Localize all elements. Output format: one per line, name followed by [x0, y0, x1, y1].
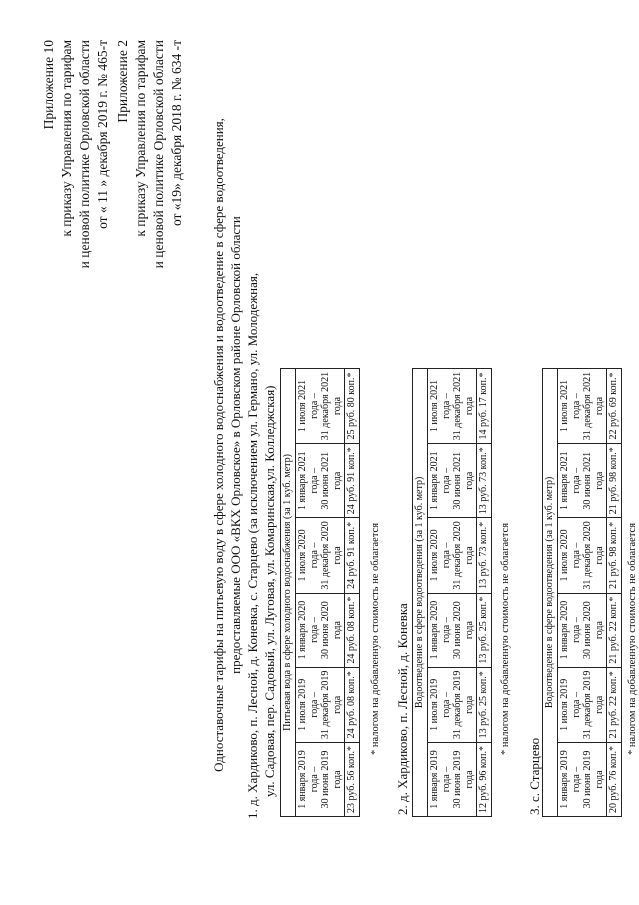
period-header-line: 1 июля 2020 — [297, 529, 308, 582]
period-header-line: 1 января 2021 — [559, 451, 570, 510]
period-header-line: года — [331, 471, 343, 490]
period-header-cell — [558, 368, 607, 443]
period-header-line: года – — [308, 617, 320, 643]
period-header-line: 31 декабря 2019 — [582, 670, 593, 739]
period-header-line: года – — [570, 393, 582, 419]
period-header-line: года – — [440, 393, 452, 419]
period-header-line: года – — [440, 542, 452, 569]
period-header-line: года — [463, 621, 475, 640]
document-title — [210, 95, 244, 795]
period-header-cell — [296, 368, 345, 443]
period-header-line: 30 июня 2020 — [452, 601, 463, 659]
section-1-vat-note: * налогом на добавленную стоимость не облагается — [370, 522, 381, 755]
period-header-line: 31 декабря 2020 — [582, 521, 593, 590]
period-header-cell — [428, 518, 477, 593]
period-header-line: 1 июля 2020 — [559, 529, 570, 582]
appendix-header — [40, 40, 186, 268]
period-header-line: года — [593, 396, 605, 416]
tariff-value-cell: 20 руб. 76 коп.* — [607, 742, 622, 816]
period-header-line: года – — [570, 766, 582, 793]
appendix-number-2: Приложение 2 — [115, 40, 130, 123]
title-line-1: Одноставочные тарифы на питьевую воду в сфере холодного водоснабжения и водоотведение в сфере водоотведения, — [211, 118, 226, 772]
period-header-line: года — [331, 396, 343, 416]
period-header-cell — [428, 742, 477, 816]
period-header-line: года — [463, 770, 475, 789]
section-3-vat-note: * налогом на добавленную стоимость не облагается — [627, 522, 638, 755]
period-header-line: года – — [440, 617, 452, 643]
period-header-cell — [296, 518, 345, 593]
period-header-line: года — [463, 546, 475, 565]
tariff-value-cell: 13 руб. 73 коп.* — [477, 518, 492, 593]
section-2-heading: 2. д. Хардиково, п. Лесной, д. Коневка — [395, 603, 410, 815]
period-header-line: года – — [308, 393, 320, 419]
period-header-line: 1 января 2019 — [559, 750, 570, 809]
table-caption: Питьевая вода в сфере холодного водоснабжения (за 1 куб. метр) — [281, 368, 296, 816]
tariff-value-cell: 13 руб. 25 коп.* — [477, 667, 492, 742]
period-header-line: 1 января 2021 — [429, 451, 440, 510]
water-supply-tariff-table — [280, 368, 360, 817]
period-header-cell — [428, 593, 477, 667]
period-header-line: 30 июня 2020 — [320, 601, 331, 659]
period-header-line: 30 июня 2021 — [320, 451, 331, 510]
period-header-cell — [296, 667, 345, 742]
tariff-value-cell: 24 руб. 91 коп.* — [345, 518, 360, 593]
period-header-line: года – — [440, 766, 452, 793]
period-header-line: 31 декабря 2019 — [320, 670, 331, 739]
period-header-line: 1 июля 2020 — [429, 529, 440, 582]
period-header-line: 1 июля 2019 — [429, 678, 440, 731]
tariff-value-cell: 13 руб. 73 коп.* — [477, 444, 492, 518]
period-header-cell — [296, 444, 345, 518]
wastewater-tariff-table-3 — [542, 368, 622, 817]
period-header-line: 30 июня 2019 — [320, 750, 331, 809]
period-header-line: 31 декабря 2020 — [320, 521, 331, 590]
order-authority-line: и ценовой политике Орловской области — [77, 40, 92, 269]
period-header-line: года — [331, 546, 343, 565]
tariff-value-cell: 25 руб. 80 коп.* — [345, 368, 360, 443]
period-header-cell — [558, 444, 607, 518]
period-header-line: 1 января 2020 — [559, 600, 570, 660]
period-header-line: 31 декабря 2019 — [452, 670, 463, 739]
period-header-line: года — [463, 695, 475, 714]
table-caption: Водоотведение в сфере водоотведения (за 1 куб. метр) — [413, 368, 428, 816]
period-header-line: года – — [308, 766, 320, 793]
tariff-value-cell: 24 руб. 91 коп.* — [345, 444, 360, 518]
period-header-line: 1 января 2019 — [429, 750, 440, 809]
order-reference-line-2: к приказу Управления по тарифам — [133, 40, 148, 237]
order-authority-line-2: и ценовой политике Орловской области — [151, 40, 166, 269]
period-header-line: года – — [308, 542, 320, 569]
section-1-heading — [244, 74, 278, 819]
tariff-value-cell: 21 руб. 98 коп.* — [607, 518, 622, 593]
period-header-line: года — [331, 621, 343, 640]
period-header-cell — [558, 667, 607, 742]
order-date-number: от « 11 » декабря 2019 г. № 465-т — [95, 40, 110, 229]
period-header-line: года — [463, 396, 475, 416]
period-header-line: года – — [440, 467, 452, 494]
period-header-line: года — [593, 546, 605, 565]
period-header-cell — [558, 742, 607, 816]
tariff-value-cell: 22 руб. 69 коп.* — [607, 368, 622, 443]
title-line-2: предоставляемые ООО «ВКХ Орловское» в Орловском районе Орловской области — [228, 216, 243, 674]
period-header-line: 31 декабря 2021 — [582, 371, 593, 441]
appendix-number: Приложение 10 — [41, 40, 56, 130]
section-3-heading: 3. с. Старцево — [527, 737, 542, 815]
period-header-line: года – — [308, 692, 320, 718]
period-header-line: 1 января 2019 — [297, 750, 308, 809]
period-header-line: года — [593, 621, 605, 640]
wastewater-tariff-table-2 — [412, 368, 492, 817]
period-header-line: года — [331, 770, 343, 789]
period-header-line: года — [331, 695, 343, 714]
period-header-cell — [296, 742, 345, 816]
period-header-line: 1 июля 2019 — [559, 678, 570, 731]
period-header-line: 30 июня 2019 — [582, 750, 593, 809]
tariff-value-cell: 24 руб. 08 коп.* — [345, 593, 360, 667]
period-header-line: года – — [570, 467, 582, 494]
tariff-value-cell: 14 руб. 17 коп.* — [477, 368, 492, 443]
section-1-heading-line-1: 1. д. Хардиково, п. Лесной, д. Коневка, с. Старцево (за исключением ул. Германо, ул. Молодежная, — [245, 272, 260, 819]
section-2-vat-note: * налогом на добавленную стоимость не облагается — [500, 522, 511, 755]
period-header-line: 1 июля 2019 — [297, 678, 308, 731]
period-header-line: года — [593, 695, 605, 714]
period-header-cell — [428, 368, 477, 443]
tariff-value-cell: 21 руб. 22 коп.* — [607, 667, 622, 742]
period-header-line: года — [463, 471, 475, 490]
table-caption: Водоотведение в сфере водоотведения (за 1 куб. метр) — [543, 368, 558, 816]
period-header-line: года — [593, 770, 605, 789]
period-header-line: 31 декабря 2021 — [320, 371, 331, 441]
tariff-value-cell: 13 руб. 25 коп.* — [477, 593, 492, 667]
tariff-value-cell: 23 руб. 56 коп.* — [345, 742, 360, 816]
period-header-line: 30 июня 2021 — [582, 451, 593, 510]
period-header-line: 31 декабря 2021 — [452, 371, 463, 441]
period-header-line: 30 июня 2020 — [582, 601, 593, 659]
period-header-cell — [296, 593, 345, 667]
period-header-line: года – — [570, 542, 582, 569]
period-header-cell — [558, 518, 607, 593]
period-header-line: 1 июля 2021 — [429, 379, 440, 433]
period-header-line: 1 июля 2021 — [297, 379, 308, 433]
period-header-line: года – — [308, 467, 320, 494]
period-header-line: 30 июня 2019 — [452, 750, 463, 809]
period-header-line: 30 июня 2021 — [452, 451, 463, 510]
period-header-line: года – — [570, 617, 582, 643]
period-header-cell — [428, 667, 477, 742]
period-header-cell — [428, 444, 477, 518]
period-header-line: года – — [440, 692, 452, 718]
order-reference-line: к приказу Управления по тарифам — [59, 40, 74, 237]
order-date-number-2: от «19» декабря 2018 г. № 634 -т — [169, 40, 184, 227]
tariff-value-cell: 24 руб. 08 коп.* — [345, 667, 360, 742]
period-header-line: 31 декабря 2020 — [452, 521, 463, 590]
section-1-heading-line-2: ул. Садовая, пер. Садовый, ул. Луговая, ул. Комаринская,ул. Колледжская) — [262, 385, 277, 797]
period-header-line: 1 июля 2021 — [559, 379, 570, 433]
period-header-cell — [558, 593, 607, 667]
period-header-line: года – — [570, 692, 582, 718]
period-header-line: 1 января 2021 — [297, 451, 308, 510]
tariff-value-cell: 21 руб. 22 коп.* — [607, 593, 622, 667]
period-header-line: 1 января 2020 — [297, 600, 308, 660]
period-header-line: года — [593, 471, 605, 490]
tariff-value-cell: 21 руб. 98 коп.* — [607, 444, 622, 518]
tariff-value-cell: 12 руб. 96 коп.* — [477, 742, 492, 816]
period-header-line: 1 января 2020 — [429, 600, 440, 660]
